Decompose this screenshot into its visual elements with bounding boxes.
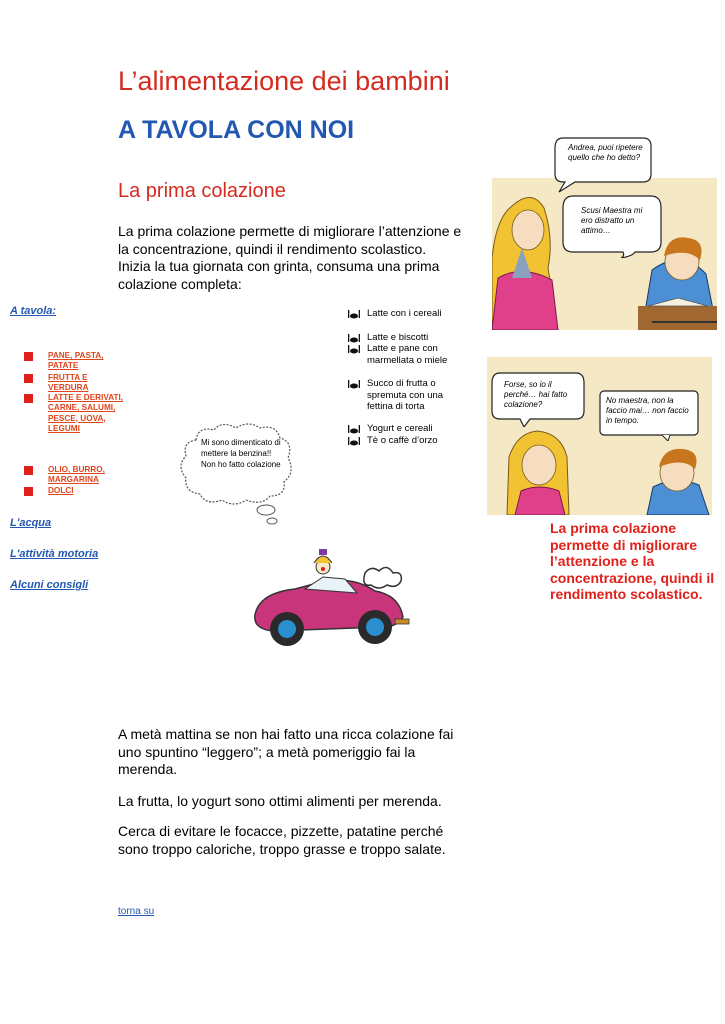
comic1-student-line: Scusi Maestra mi ero distratto un attimo… — [581, 206, 643, 235]
body-paragraph-text: Cerca di evitare le focacce, pizzette, patatine perché sono troppo caloriche, troppo grasse e troppo salate. — [118, 823, 446, 857]
caption-text: La prima colazione permette di migliorare l’attenzione e la concentrazione, quindi il rendimento scolastico. — [550, 520, 715, 602]
thought-bubble-text: Mi sono dimenticato di mettere la benzina!! Non ho fatto colazione — [201, 438, 281, 469]
page-title: L’alimentazione dei bambini — [118, 66, 450, 96]
red-square-bullet-icon — [24, 466, 33, 475]
body-paragraph — [118, 726, 468, 779]
section-title: La prima colazione — [118, 180, 286, 202]
comic2-student-line: No maestra, non la faccio mai… non faccio in tempo. — [606, 396, 689, 425]
intro-text — [118, 223, 468, 293]
nav-sublink-olio-burro[interactable]: OLIO, BURRO, MARGARINA — [48, 465, 105, 485]
body-paragraph-text: A metà mattina se non hai fatto una ricca colazione fai uno spuntino “leggero”; a metà pomeriggio fai la merenda. — [118, 726, 454, 777]
cutlery-icon — [347, 379, 361, 389]
comic1-teacher-line: Andrea, puoi ripetere quello che ho detto? — [568, 143, 643, 162]
intro-paragraph: Inizia la tua giornata con grinta, consuma una prima colazione completa: — [118, 258, 440, 292]
nav-sublink-dolci[interactable]: DOLCI — [48, 486, 74, 495]
intro-paragraph: La prima colazione permette di migliorare l’attenzione e la concentrazione, quindi il rendimento scolastico. — [118, 223, 462, 257]
breakfast-option-text: Succo di frutta o spremuta con una fettina di torta — [367, 378, 444, 412]
cutlery-icon — [347, 424, 361, 434]
nav-sublink-pane-pasta[interactable]: PANE, PASTA, PATATE — [48, 351, 104, 371]
cutlery-icon — [347, 344, 361, 354]
body-paragraph — [118, 793, 468, 811]
nav-link-a-tavola[interactable]: A tavola: — [10, 305, 57, 317]
breakfast-option-text: Tè o caffè d’orzo — [367, 435, 438, 446]
breakfast-option-text: Latte con i cereali — [367, 308, 442, 319]
clown-car-illustration — [245, 545, 415, 655]
red-square-bullet-icon — [24, 487, 33, 496]
page-subtitle: A TAVOLA CON NOI — [118, 116, 355, 144]
cutlery-icon — [347, 436, 361, 446]
red-square-bullet-icon — [24, 394, 33, 403]
body-paragraph — [118, 823, 468, 858]
breakfast-option-text: Latte e biscotti — [367, 332, 429, 343]
back-to-top-link[interactable]: torna su — [118, 906, 155, 917]
red-square-bullet-icon — [24, 374, 33, 383]
nav-link-acqua[interactable]: L'acqua — [10, 517, 52, 529]
red-square-bullet-icon — [24, 352, 33, 361]
cutlery-icon — [347, 309, 361, 319]
nav-link-attivita-motoria[interactable]: L'attività motoria — [10, 548, 99, 560]
cutlery-icon — [347, 333, 361, 343]
body-paragraph-text: La frutta, lo yogurt sono ottimi alimenti per merenda. — [118, 793, 442, 809]
nav-sublink-frutta-verdura[interactable]: FRUTTA E VERDURA — [48, 373, 89, 393]
nav-sublink-latte-derivati[interactable]: LATTE E DERIVATI, CARNE, SALUMI, PESCE, UOVA, LEGUMI — [48, 393, 124, 433]
breakfast-option-text: Yogurt e cereali — [367, 423, 433, 434]
comic2-teacher-line: Forse, so io il perché… hai fatto colazione? — [504, 380, 568, 409]
breakfast-option-text: Latte e pane con marmellata o miele — [367, 343, 448, 366]
nav-link-alcuni-consigli[interactable]: Alcuni consigli — [10, 579, 89, 591]
